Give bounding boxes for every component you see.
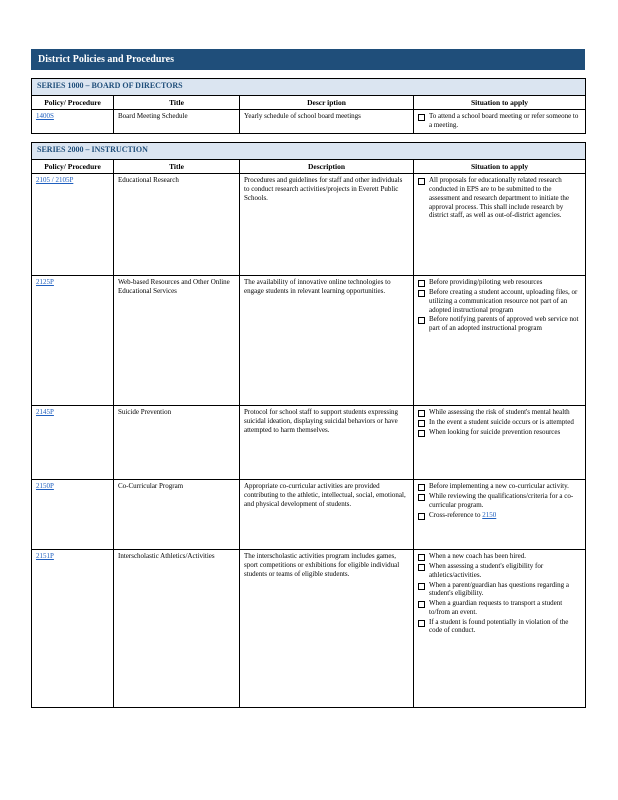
situation-item: While assessing the risk of student's mental health [418,408,581,417]
policy-title: Suicide Prevention [114,406,240,480]
table-row [32,550,586,708]
column-header-policy: Policy/ Procedure [32,96,114,110]
situation-item [418,511,581,520]
policy-code-link[interactable]: 2151P [36,552,54,561]
situation-item: When a new coach has been hired. [418,552,581,561]
situation-item: In the event a student suicide occurs or is attempted [418,418,581,427]
table-row [32,480,586,550]
policy-title: Co-Curricular Program [114,480,240,550]
situation-item: All proposals for educationally related research conducted in EPS are to be submitted to the assessment and research department to initiate the approval process. This shall include research by district staff, as well as out-of-district agencies. [418,176,581,220]
situation-item: When looking for suicide prevention resources [418,428,581,437]
table-row [32,276,586,406]
policy-description: Appropriate co-curricular activities are provided contributing to the athletic, intellectual, social, emotional, and physical development of students. [240,480,414,550]
document-banner: District Policies and Procedures [31,49,585,70]
column-header-situation: Situation to apply [414,159,586,173]
column-header-description: Description [240,159,414,173]
policy-code-link[interactable]: 2105 / 2105P [36,176,74,185]
policy-title: Educational Research [114,174,240,276]
series-heading: SERIES 2000 – INSTRUCTION [32,142,586,159]
policy-description: Procedures and guidelines for staff and other individuals to conduct research activities/projects in Everett Public Schools. [240,174,414,276]
situation-item: To attend a school board meeting or refer someone to a meeting. [418,112,581,130]
situation-item: If a student is found potentially in violation of the code of conduct. [418,618,581,636]
situation-item: When a guardian requests to transport a student to/from an event. [418,599,581,617]
policy-document [31,49,585,708]
policy-title: Interscholastic Athletics/Activities [114,550,240,708]
policy-code-link[interactable]: 2150P [36,482,54,491]
column-header-description: Descr iption [240,96,414,110]
series-2000-table [31,142,586,708]
policy-description: The interscholastic activities program includes games, sport competitions or exhibitions for eligible individual students or teams of eligible students. [240,550,414,708]
situation-item: Before creating a student account, uploading files, or utilizing a communication resource not part of an adopted instructional program [418,288,581,314]
column-header-policy: Policy/ Procedure [32,159,114,173]
policy-title: Board Meeting Schedule [114,110,240,134]
situation-item: When a parent/guardian has questions regarding a student's eligibility. [418,581,581,599]
crossref-link[interactable]: 2150 [482,510,497,519]
column-header-title: Title [114,159,240,173]
policy-code-link[interactable]: 2145P [36,408,54,417]
series-1000-table [31,78,586,134]
policy-description: Protocol for school staff to support students expressing suicidal ideation, displaying suicidal behaviors or have attempted to harm themselves. [240,406,414,480]
table-row [32,406,586,480]
column-header-situation: Situation to apply [414,96,586,110]
situation-item: Before implementing a new co-curricular activity. [418,482,581,491]
situation-item: Before providing/piloting web resources [418,278,581,287]
policy-description: Yearly schedule of school board meetings [240,110,414,134]
policy-code-link[interactable]: 1400S [36,112,54,121]
table-row [32,174,586,276]
crossref-label: Cross-reference to [429,510,481,519]
policy-title: Web-based Resources and Other Online Educational Services [114,276,240,406]
situation-item: When assessing a student's eligibility for athletics/activities. [418,562,581,580]
series-heading: SERIES 1000 – BOARD OF DIRECTORS [32,79,586,96]
situation-item: Before notifying parents of approved web service not part of an adopted instructional program [418,315,581,333]
policy-code-link[interactable]: 2125P [36,278,54,287]
table-row [32,110,586,134]
policy-description: The availability of innovative online technologies to engage students in relevant learning opportunities. [240,276,414,406]
column-header-title: Title [114,96,240,110]
situation-item: While reviewing the qualifications/criteria for a co-curricular program. [418,492,581,510]
